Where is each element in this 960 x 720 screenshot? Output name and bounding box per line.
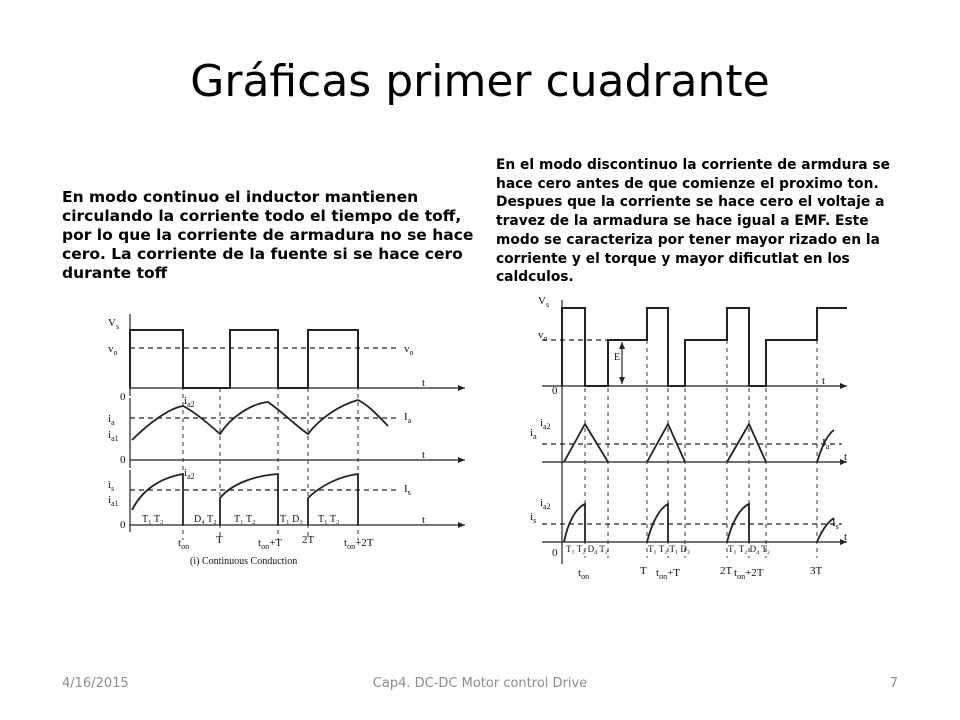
zero-label-2: 0 bbox=[120, 454, 126, 466]
continuous-conduction-diagram bbox=[80, 300, 480, 578]
zero-label-1: 0 bbox=[552, 385, 558, 397]
segment-label-1: T₁ T₂ D₄ T₂ bbox=[566, 544, 608, 554]
ia1-label: $i_{a1}$ bbox=[108, 429, 119, 443]
Is-label: $I_s$ bbox=[832, 517, 839, 531]
segment-label-2: T₁ T₂ T₁ D₃ bbox=[648, 544, 690, 554]
x-label-T: T bbox=[640, 565, 647, 577]
Ia-label: $I_a$ bbox=[822, 437, 830, 451]
zero-label-3: 0 bbox=[552, 547, 558, 559]
footer-date: 4/16/2015 bbox=[62, 676, 129, 691]
ia-label: $i_a$ bbox=[530, 427, 537, 441]
x-label-2T: 2T bbox=[302, 534, 315, 546]
is-label: $i_s$ bbox=[530, 511, 537, 525]
time-axis-label-3: t bbox=[844, 531, 848, 543]
emf-label: E bbox=[614, 352, 621, 363]
is-ia1-label: $i_{a1}$ bbox=[108, 494, 119, 508]
footer-page-number: 7 bbox=[889, 676, 898, 691]
x-label-ton-plus-2T: $t_{on}+2T$ bbox=[734, 567, 764, 581]
x-label-ton-plus-2T: $t_{on}+2T$ bbox=[344, 537, 374, 551]
vs-label: $V_s$ bbox=[108, 317, 120, 331]
zero-label-3: 0 bbox=[120, 519, 126, 531]
x-label-ton-plus-T: $t_{on}+T$ bbox=[258, 537, 282, 551]
continuous-mode-description: En modo continuo el inductor mantienen circulando la corriente todo el tiempo de toff, por lo que la corriente de armadura no se hace cero. La corriente de la fuente si se hace cero durante toff bbox=[62, 188, 474, 282]
slide-title: Gráficas primer cuadrante bbox=[190, 56, 770, 107]
ia2-label: $i_{a2}$ bbox=[540, 417, 551, 431]
time-axis-label-1: t bbox=[422, 377, 426, 389]
vo-label: $v_o$ bbox=[538, 329, 548, 343]
x-label-ton: $t_{on}$ bbox=[178, 537, 190, 551]
is-label: $i_s$ bbox=[108, 479, 115, 493]
x-label-ton: $t_{on}$ bbox=[578, 567, 590, 581]
vs-label: $V_s$ bbox=[538, 295, 550, 309]
segment-label-3: T₁ T₂ D₄ T₂ bbox=[728, 544, 770, 554]
x-label-T: T bbox=[216, 534, 223, 546]
footer-title: Cap4. DC-DC Motor control Drive bbox=[372, 676, 588, 691]
segment-label-4: T₁ D₃ bbox=[280, 514, 303, 525]
segment-label-2: D₄ T₂ bbox=[194, 514, 217, 525]
vo-right-label: $v_o$ bbox=[404, 343, 414, 357]
x-label-3T: 3T bbox=[810, 565, 823, 577]
ia-label: $i_a$ bbox=[108, 413, 115, 427]
ia2-label: $i_{a2}$ bbox=[184, 395, 195, 409]
discontinuous-conduction-diagram bbox=[522, 294, 862, 590]
is-ia2-label: $i_{a2}$ bbox=[540, 497, 551, 511]
vo-label: $v_o$ bbox=[108, 343, 118, 357]
zero-label-1: 0 bbox=[120, 391, 126, 403]
x-label-2T: 2T bbox=[720, 565, 733, 577]
segment-label-1: T₁ T₂ bbox=[142, 514, 164, 525]
segment-label-3: T₁ T₂ bbox=[234, 514, 256, 525]
diagram-caption: (i) Continuous Conduction bbox=[190, 556, 298, 567]
x-label-ton-plus-T: $t_{on}+T$ bbox=[656, 567, 680, 581]
Ia-label: $I_a$ bbox=[404, 411, 412, 425]
time-axis-label-2: t bbox=[844, 451, 848, 463]
is-ia2-label: $i_{a2}$ bbox=[184, 467, 195, 481]
time-axis-label-2: t bbox=[422, 449, 426, 461]
time-axis-label-1: t bbox=[822, 375, 826, 387]
segment-label-5: T₁ T₂ bbox=[318, 514, 340, 525]
discontinuous-mode-description: En el modo discontinuo la corriente de armdura se hace cero antes de que comienze el proximo ton. Despues que la corriente se hace cero el voltaje a travez de la armadura se hace igual a EMF. Este modo se caracteriza por tener mayor rizado en la corriente y el torque y mayor dificutlat en los caldculos. bbox=[496, 157, 890, 286]
Is-label: $I_s$ bbox=[404, 483, 411, 497]
time-axis-label-3: t bbox=[422, 514, 426, 526]
